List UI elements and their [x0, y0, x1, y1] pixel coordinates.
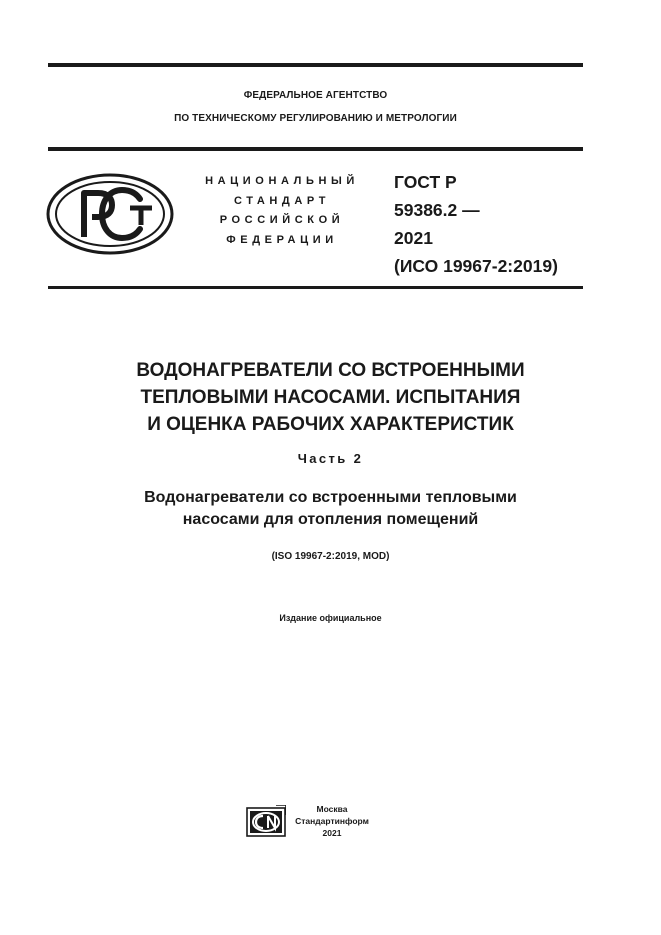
national-standard-line-3: РОССИЙСКОЙ — [219, 214, 345, 226]
national-standard-line-1: НАЦИОНАЛЬНЫЙ — [205, 175, 359, 187]
national-standard-label — [194, 172, 370, 250]
publisher-year: 2021 — [322, 828, 342, 838]
bottom-header-rule — [48, 286, 583, 289]
top-rule — [48, 63, 583, 67]
title-line-3: И ОЦЕНКА РАБОЧИХ ХАРАКТЕРИСТИК — [147, 414, 514, 435]
edition-label: Издание официальное — [279, 613, 382, 623]
publisher-city: Москва — [316, 804, 348, 814]
header-rule — [48, 147, 583, 151]
designation-line-2: 59386.2 — — [394, 200, 480, 220]
national-standard-line-2: СТАНДАРТ — [233, 194, 331, 207]
designation-line-3: 2021 — [394, 228, 433, 248]
standartinform-logo-icon — [246, 805, 286, 837]
document-subtitle — [48, 487, 613, 531]
part-label: Часть 2 — [297, 451, 364, 466]
publisher-name: Стандартинформ — [295, 816, 369, 826]
document-title — [48, 357, 613, 438]
designation-line-1: ГОСТ Р — [394, 172, 457, 192]
title-line-2: ТЕПЛОВЫМИ НАСОСАМИ. ИСПЫТАНИЯ — [140, 387, 521, 408]
title-line-1: ВОДОНАГРЕВАТЕЛИ СО ВСТРОЕННЫМИ — [136, 360, 525, 381]
subtitle-line-2: насосами для отопления помещений — [182, 511, 479, 528]
rst-logo-icon — [46, 173, 174, 255]
standard-designation — [394, 168, 558, 280]
agency-line-2: ПО ТЕХНИЧЕСКОМУ РЕГУЛИРОВАНИЮ И МЕТРОЛОГИИ — [174, 113, 457, 124]
iso-reference: (ISO 19967-2:2019, MOD) — [271, 551, 390, 562]
national-standard-line-4: ФЕДЕРАЦИИ — [226, 233, 338, 246]
subtitle-line-1: Водонагреватели со встроенными тепловыми — [144, 489, 517, 506]
designation-line-4: (ИСО 19967-2:2019) — [394, 256, 558, 276]
publisher-block — [292, 803, 372, 839]
agency-line-1: ФЕДЕРАЛЬНОЕ АГЕНТСТВО — [243, 90, 388, 101]
